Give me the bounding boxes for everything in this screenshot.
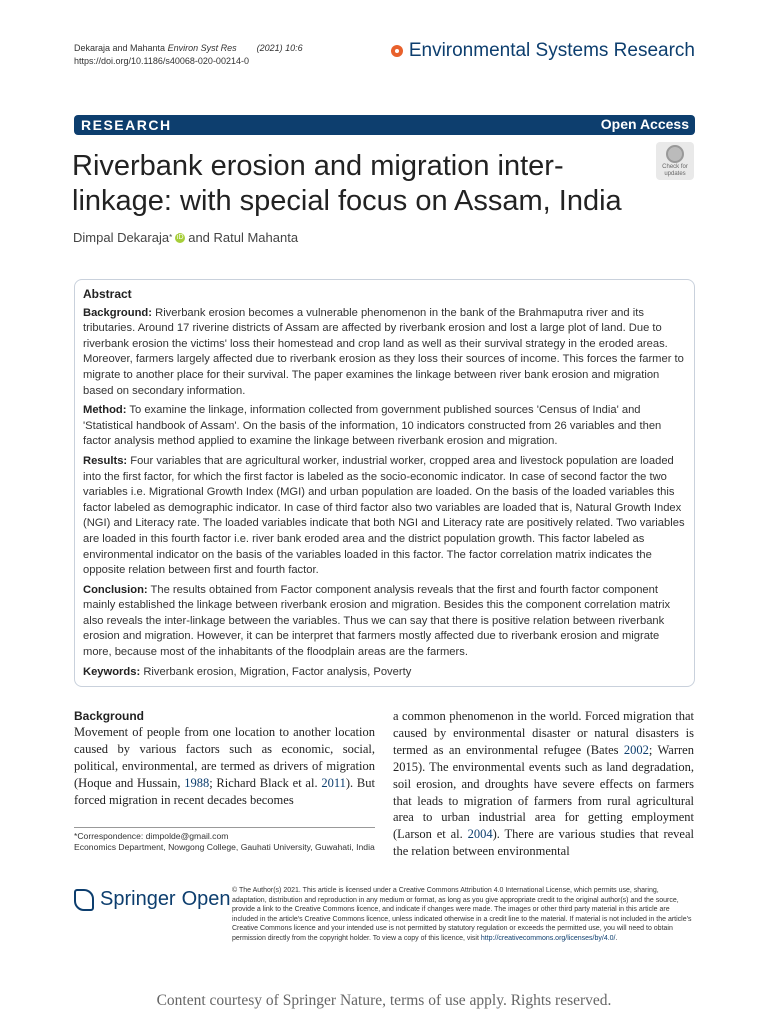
- conclusion-text: The results obtained from Factor component analysis reveals that the first and fourth factor component mainly established the linkage between riverbank erosion and migration. Besides this the component correlation matrix also reveals the inter-linkage between the variables. Thus we can say that there is positive relation between riverbank erosion and migration. However, it can be interpret that farmers mostly affected due to riverbank erosion and migrate more, because most of the inhabitants of the floodplain areas are the farmers.: [83, 583, 671, 659]
- author-rest[interactable]: and Ratul Mahanta: [188, 230, 299, 245]
- citation-link[interactable]: 2002: [623, 742, 649, 757]
- header-authors: Dekaraja and Mahanta: [74, 43, 166, 53]
- body-text: ). There are various studies that reveal the relation between environmental: [393, 827, 694, 859]
- body-text: a common phenomenon in the world. Forced migration that caused by environmental disaster or natural disasters is termed as an environmental refugee (Bates: [393, 709, 694, 757]
- body-column-left: [74, 708, 375, 809]
- keywords-label: Keywords:: [83, 665, 141, 678]
- check-for-updates-badge[interactable]: [656, 142, 694, 180]
- license-end: .: [615, 934, 618, 942]
- abstract-background: [83, 306, 686, 400]
- license-notice: [232, 886, 695, 944]
- author-list: [73, 230, 298, 245]
- abstract-results: [83, 454, 686, 579]
- body-text: ; Richard Black et al.: [209, 775, 322, 790]
- affiliation: Economics Department, Nowgong College, Gauhati University, Guwahati, India: [74, 842, 375, 853]
- method-label: Method:: [83, 404, 127, 417]
- body-text: ). But forced migration in recent decades becomes: [74, 775, 375, 807]
- abstract-heading: Abstract: [83, 287, 132, 301]
- badge-text-2: updates: [664, 171, 686, 177]
- springer-open-logo[interactable]: [74, 888, 231, 911]
- publisher-name: Springer: [100, 888, 176, 910]
- section-label: RESEARCH: [81, 117, 172, 133]
- body-text: ; Warren 2015). The environmental events such as land degradation, soil erosion, and droughts have severe effects on farmers that leads to migration of farmers from rural agricultural area to urban industrial area for getting employment (Larson et al.: [393, 742, 694, 842]
- journal-name: Environmental Systems Research: [408, 40, 695, 61]
- citation-link[interactable]: 2004: [467, 827, 493, 842]
- results-label: Results:: [83, 454, 128, 467]
- license-link[interactable]: http://creativecommons.org/licenses/by/4.0/: [480, 934, 616, 942]
- correspondence-email[interactable]: *Correspondence: dimpolde@gmail.com: [74, 831, 229, 841]
- body-column-right: [393, 708, 694, 860]
- section-bar: [74, 115, 695, 135]
- header-volume: (2021) 10:6: [256, 43, 303, 53]
- springer-horse-icon: [74, 889, 94, 911]
- orcid-icon[interactable]: iD: [176, 233, 184, 241]
- running-header: [74, 42, 303, 68]
- keywords-text: Riverbank erosion, Migration, Factor analysis, Poverty: [143, 665, 412, 678]
- citation-link[interactable]: 2011: [321, 775, 346, 790]
- conclusion-label: Conclusion:: [83, 583, 148, 596]
- background-label: Background:: [83, 306, 152, 319]
- abstract-keywords: [83, 665, 686, 681]
- citation-link[interactable]: 1988: [184, 775, 210, 790]
- badge-text-1: Check for: [662, 164, 688, 170]
- abstract-conclusion: [83, 583, 686, 661]
- journal-logo[interactable]: [391, 40, 695, 62]
- results-text: Four variables that are agricultural worker, industrial worker, cropped area and livestock population are loaded into the first factor, for which the first factor is labeled as the socio-economic indicator. In case of second factor the two variables i.e. Migrational Growth Index (MGI) and urban population are loaded. On the basis of the loaded variables this factor labeled as demographic indicator. In case of third factor also two variables are loaded that is, Natural Growth Index (NGI) and Literacy rate. The loaded variables indicate that both NGI and Literacy rate are positively related. Two variables are loaded in this fourth factor i.e. river bank eroded area and the district population growth. This factor labeled as environmental indicator on the basis of the variables loaded in this factor. The factor correlation matrix indicates the opposite relation between first and fourth factor.: [83, 454, 685, 577]
- open-access-label: Open Access: [600, 116, 689, 132]
- license-text: © The Author(s) 2021. This article is licensed under a Creative Commons Attribution 4.0 International License, which permits use, sharing, adaptation, distribution and reproduction in any medium or format, as long as you give appropriate credit to the original author(s) and the source, provide a link to the Creative Commons licence, and indicate if changes were made. The images or other third party material in this article are included in the article's Creative Commons licence, unless indicated otherwise in a credit line to the material. If material is not included in the article's Creative Commons licence and your intended use is not permitted by statutory regulation or exceeds the permitted use, you will need to obtain permission directly from the copyright holder. To view a copy of this licence, visit: [232, 887, 692, 942]
- courtesy-footer: Content courtesy of Springer Nature, terms of use apply. Rights reserved.: [156, 992, 612, 1009]
- background-text: Riverbank erosion becomes a vulnerable phenomenon in the bank of the Brahmaputra river and its tributaries. Around 17 riverine districts of Assam are affected by riverbank erosion and lost a large plot of land. Due to riverbank erosion the victims' loss their homestead and crop land as well as their survival strategy in the eroded areas. Moreover, farmers largely affected due to riverbank erosion as they loss their sources of income. This forces the farmer to migrate to another place for their survival. The paper examines the linkage between river bank erosion and migration based on secondary information.: [83, 306, 684, 397]
- header-journal-abbrev: Environ Syst Res: [167, 43, 237, 53]
- header-doi-link[interactable]: https://doi.org/10.1186/s40068-020-00214-0: [74, 56, 249, 66]
- check-updates-icon: [666, 145, 684, 163]
- author-first[interactable]: Dimpal Dekaraja: [73, 230, 170, 245]
- journal-logo-icon: [391, 45, 403, 57]
- correspondence-mark: *: [169, 233, 173, 242]
- publisher-suffix: Open: [181, 888, 231, 910]
- abstract-box: [74, 279, 695, 687]
- correspondence-footnote: [74, 827, 375, 854]
- body-text: Movement of people from one location to another location caused by various factors such as economic, social, political, environmental, are termed as drivers of migration (Hoque and Hussain,: [74, 725, 375, 790]
- section-heading-background: Background: [74, 709, 145, 723]
- abstract-method: [83, 403, 686, 450]
- method-text: To examine the linkage, information collected from government published sources 'Census of India' and 'Statistical handbook of Assam'. On the basis of the information, 10 indicators constructed from 26 variables and then factor analysis method applied to examine the linkage between riverbank erosion and migration.: [83, 404, 662, 448]
- article-title: Riverbank erosion and migration inter-linkage: with special focus on Assam, India: [72, 150, 622, 217]
